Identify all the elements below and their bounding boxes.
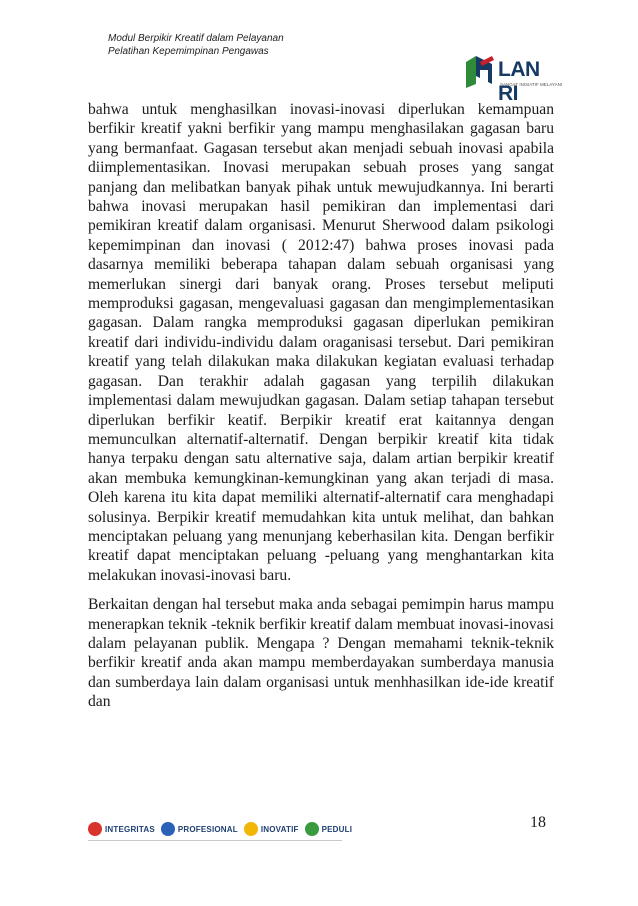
core-values-badges	[88, 818, 352, 840]
integritas-icon	[88, 822, 102, 836]
footer-divider	[88, 840, 342, 841]
badge-profesional	[161, 822, 238, 836]
lan-ri-emblem-icon	[462, 54, 498, 90]
page-number: 18	[530, 814, 546, 831]
badge-peduli	[305, 822, 353, 836]
paragraph-1: bahwa untuk menghasilkan inovasi-inovasi diperlukan kemampuan berfikir kreatif yakni berfikir yang mampu menghasilakan gagasan baru yang bermanfaat. Gagasan tersebut akan menjadi sebuah inovasi apabila diimplementasikan. Inovasi merupakan sebuah proses yang sangat panjang dan melibatkan banyak pihak untuk mewujudkannya. Ini berarti bahwa inovasi merupakan hasil pemikiran dan implementasi dari pemikiran kreatif dalam organisasi. Menurut Sherwood dalam psikologi kepemimpinan dan inovasi ( 2012:47) bahwa proses inovasi pada dasarnya memiliki beberapa tahapan dalam sebuah organisasi yang memerlukan sinergi dari banyak orang. Proses tersebut meliputi memproduksi gagasan, mengevaluasi gagasan dan mengimplementasikan gagasan. Dalam rangka memproduksi gagasan diperlukan pemikiran kreatif dari individu-individu dalam oraganisasi tersebut. Dari pemikiran kreatif yang telah dilakukan maka dilakukan kegiatan evaluasi terhadap gagasan. Dan terakhir adalah gagasan yang terpilih dilakukan implementasi dalam mewujudkan gagasan. Dalam setiap tahapan tersebut diperlukan berfikir keatif. Berpikir kreatif erat kaitannya dengan memunculkan alternatif-alternatif. Dengan berpikir kreatif kita tidak hanya terpaku dengan satu alternative saja, dalam artian berpikir kreatif akan membuka kemungkinan-kemungkinan yang akan terjadi di masa. Oleh karena itu kita dapat memiliki alternatif-alternatif cara menghadapi solusinya. Berpikir kreatif memudahkan kita untuk melihat, dan bahkan menciptakan peluang yang menunjang keberhasilan kita. Dengan berfikir kreatif dapat menciptakan peluang -peluang yang menghantarkan kita melakukan inovasi-inovasi baru.	[88, 101, 554, 584]
running-header	[108, 32, 284, 58]
profesional-icon	[161, 822, 175, 836]
lightbulb-icon	[244, 822, 258, 836]
logo-name: LAN RI	[498, 58, 540, 105]
badge-inovatif	[244, 822, 299, 836]
badge-label: INOVATIF	[260, 824, 299, 834]
lan-ri-logo	[462, 52, 563, 105]
badge-label: PROFESIONAL	[177, 824, 238, 834]
peduli-icon	[305, 822, 319, 836]
badge-integritas	[88, 822, 155, 836]
header-line-2: Pelatihan Kepemimpinan Pengawas	[108, 46, 269, 57]
badge-label: INTEGRITAS	[105, 824, 155, 834]
header-line-1: Modul Berpikir Kreatif dalam Pelayanan	[108, 33, 284, 44]
logo-tagline: SANGAT INISIATIF MELAYANI	[500, 82, 563, 87]
paragraph-2: Berkaitan dengan hal tersebut maka anda sebagai pemimpin harus mampu menerapkan teknik -teknik berfikir kreatif dalam membuat inovasi-inovasi dalam pelayanan publik. Mengapa ? Dengan memahami teknik-teknik berfikir kreatif anda akan mampu memberdayakan sumberdaya manusia dan sumberdaya lain dalam organisasi untuk menhhasilkan ide-ide kreatif dan	[88, 596, 554, 711]
body-text	[88, 100, 554, 722]
badge-label: PEDULI	[321, 824, 353, 834]
